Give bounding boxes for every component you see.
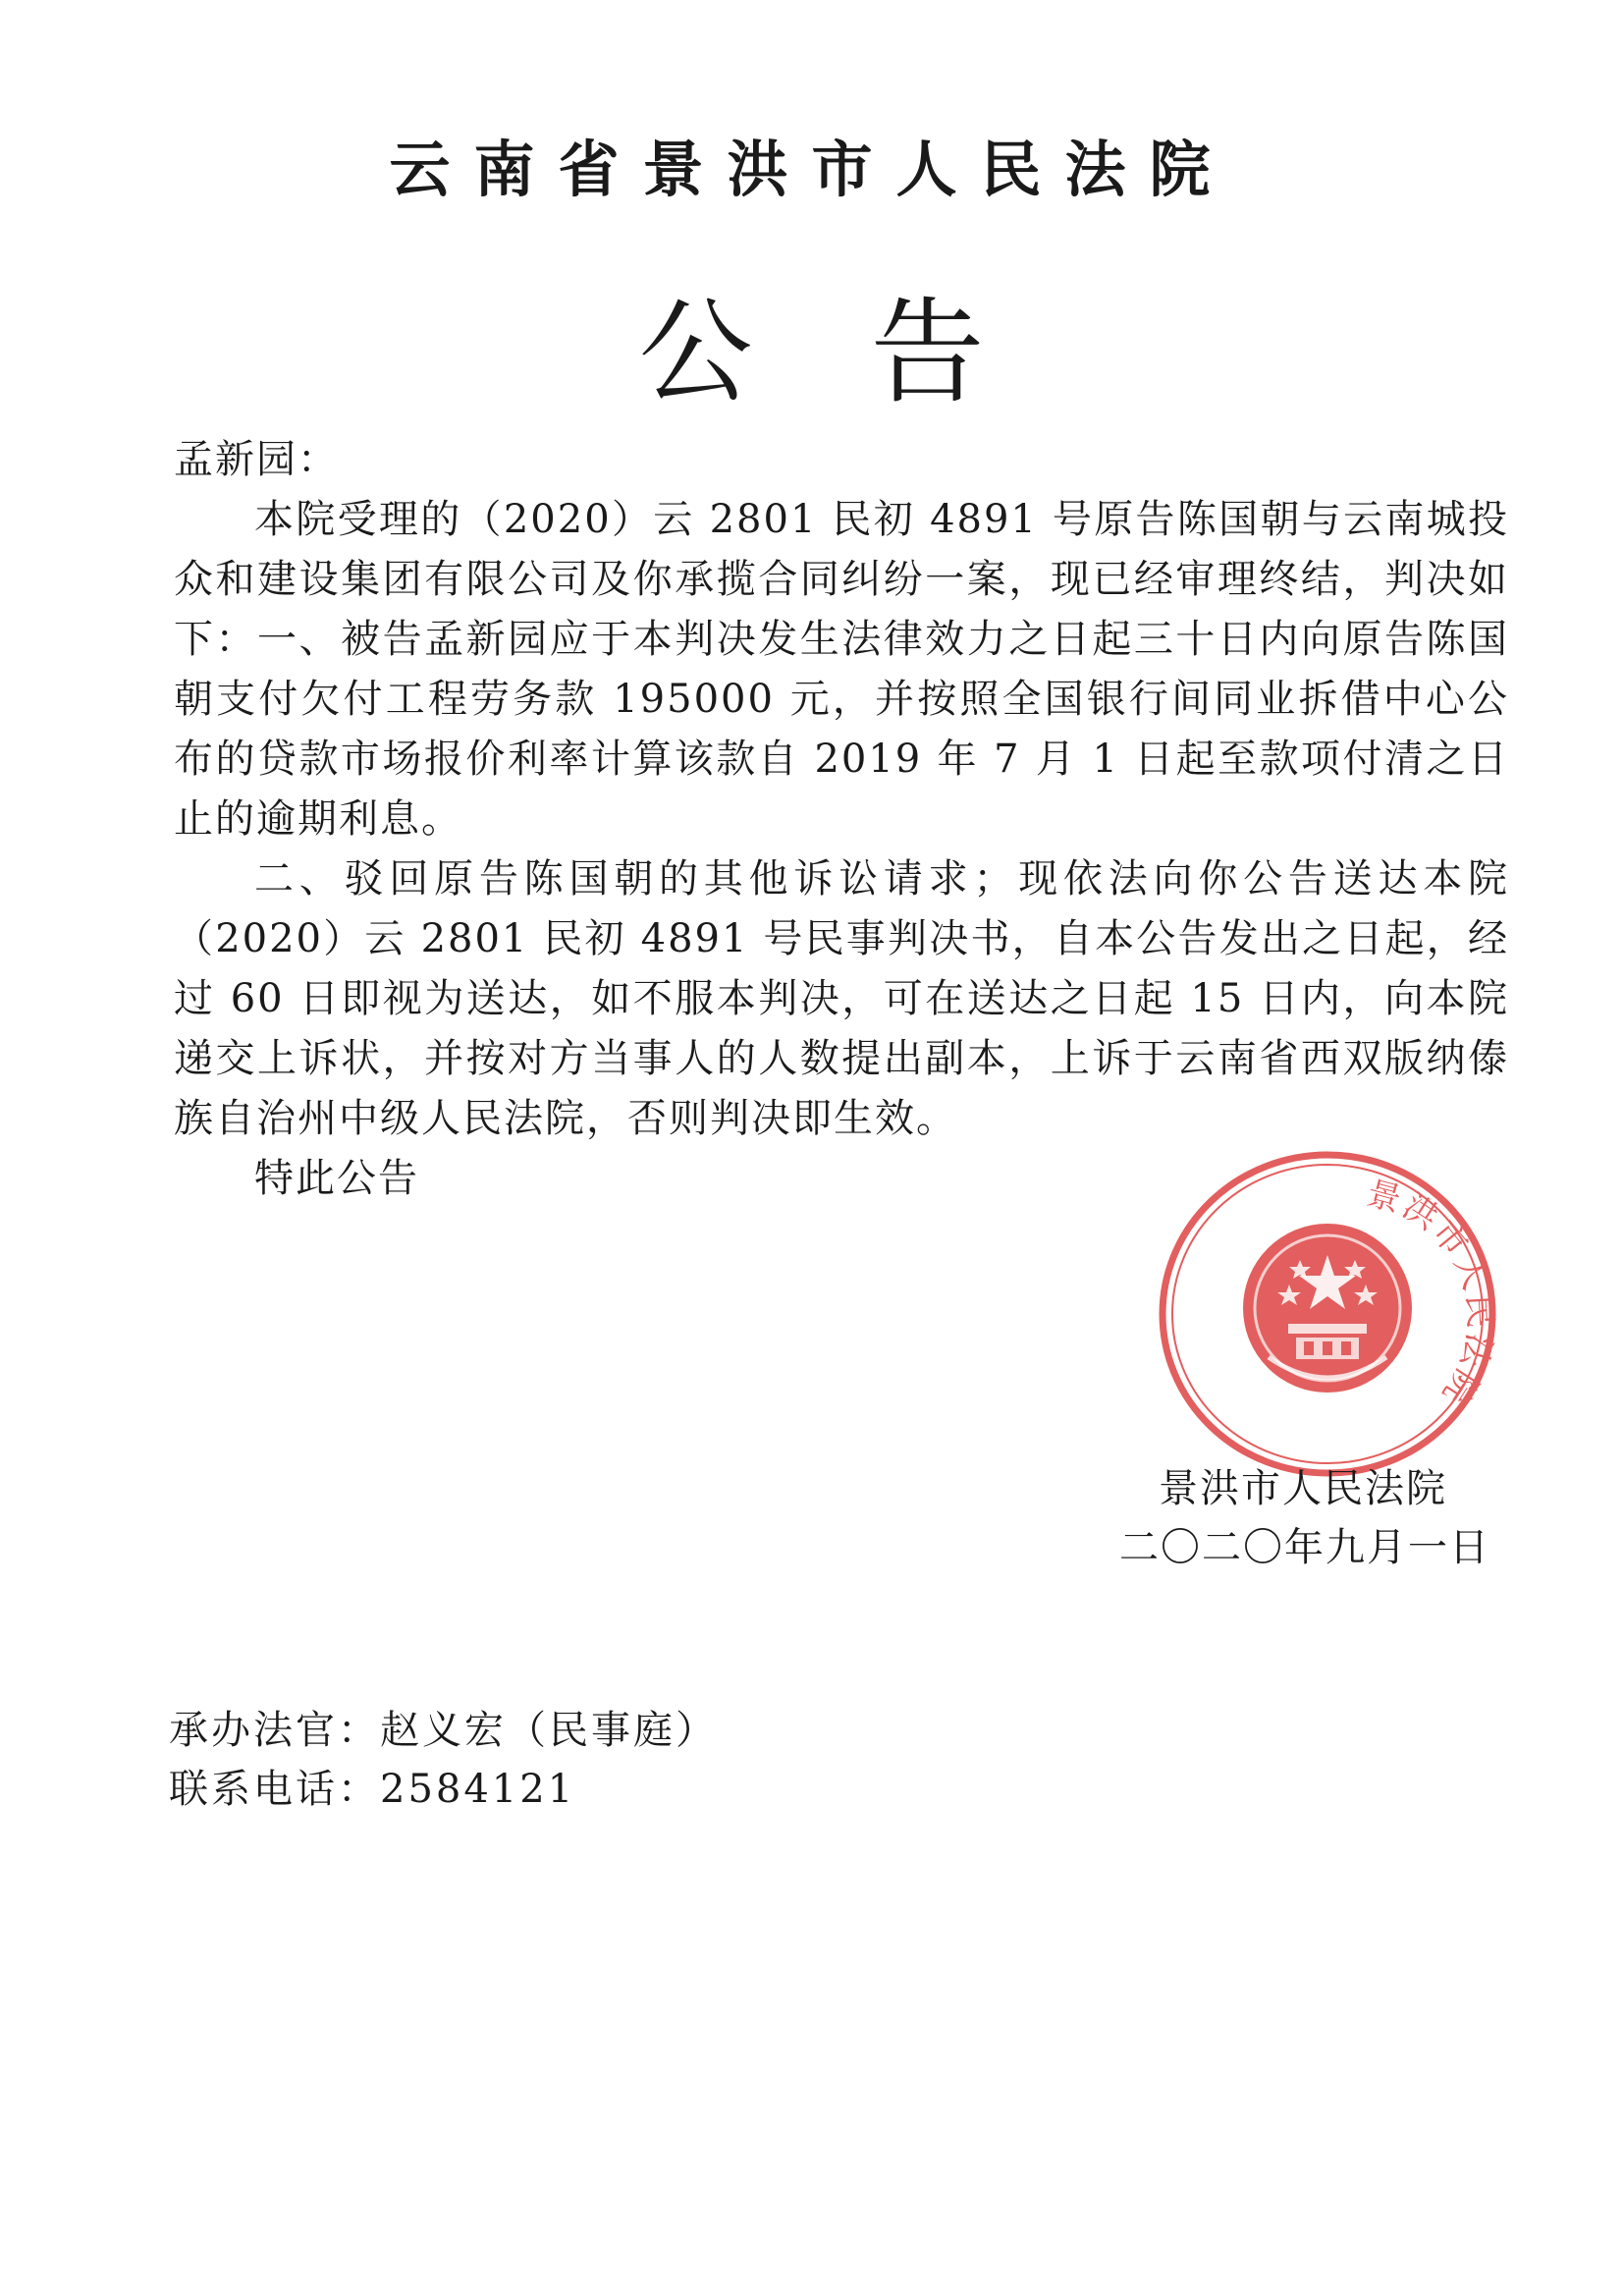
seal-text: 景洪市人民法院 — [1362, 1174, 1500, 1415]
court-seal-stamp — [1147, 1147, 1508, 1481]
addressee: 孟新园： — [174, 437, 339, 482]
signature-date: 二〇二〇年九月一日 — [1119, 1525, 1490, 1570]
announcement-body — [174, 430, 1509, 1209]
contact-block — [169, 1701, 718, 1819]
document-title: 公告 — [638, 287, 1103, 419]
contact-phone: 联系电话：2584121 — [169, 1767, 576, 1812]
paragraph-service-notice: 二、驳回原告陈国朝的其他诉讼请求；现依法向你公告送达本院（2020）云 2801 民初 4891 号民事判决书，自本公告发出之日起，经过 60 日即视为送达，如不服本判决，可在送达之日起 15 日内，向本院递交上诉状，并按对方当事人的人数提出副本，上诉于云南省西双版纳傣族自治州中级人民法院，否则判决即生效。 — [174, 856, 1509, 1141]
paragraph-closing: 特此公告 — [254, 1156, 419, 1201]
court-name-heading: 云南省景洪市人民法院 — [389, 134, 1234, 205]
signature-block — [1119, 1459, 1512, 1577]
signature-court-name: 景洪市人民法院 — [1159, 1466, 1447, 1511]
paragraph-judgment: 本院受理的（2020）云 2801 民初 4891 号原告陈国朝与云南城投众和建设集团有限公司及你承揽合同纠纷一案，现已经审理终结，判决如下：一、被告孟新园应于本判决发生法律效力之日起三十日内向原告陈国朝支付欠付工程劳务款 195000 元，并按照全国银行间同业拆借中心公布的贷款市场报价利率计算该款自 2019 年 7 月 1 日起至款项付清之日止的逾期利息。 — [174, 497, 1509, 842]
national-emblem-icon — [1243, 1224, 1412, 1393]
handling-judge: 承办法官：赵义宏（民事庭） — [169, 1708, 718, 1753]
